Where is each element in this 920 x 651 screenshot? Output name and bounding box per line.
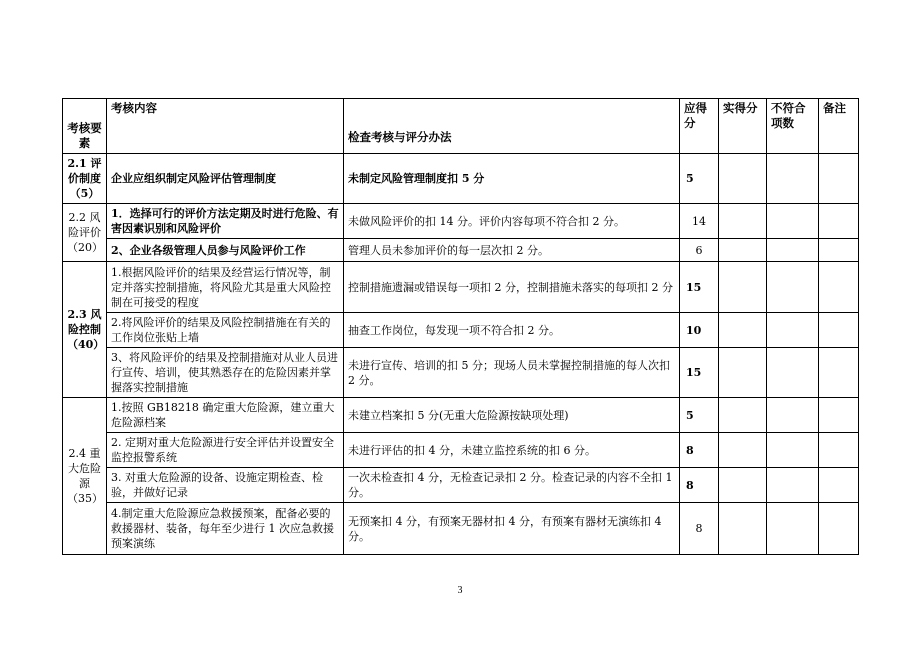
- table-row: [63, 154, 859, 204]
- nonconform-cell: [767, 348, 819, 398]
- actual-score-cell: [719, 433, 767, 468]
- score-cell: 5: [680, 154, 719, 204]
- remarks-cell: [819, 239, 859, 262]
- header-remarks: 备注: [819, 99, 859, 154]
- remarks-cell: [819, 204, 859, 239]
- score-cell: 8: [680, 468, 719, 503]
- actual-score-cell: [719, 398, 767, 433]
- actual-score-cell: [719, 154, 767, 204]
- element-cell: 2.1 评价制度（5）: [63, 154, 107, 204]
- actual-score-cell: [719, 348, 767, 398]
- remarks-cell: [819, 398, 859, 433]
- nonconform-cell: [767, 398, 819, 433]
- remarks-cell: [819, 468, 859, 503]
- table-row: [63, 503, 859, 555]
- method-cell: 未进行评估的扣 4 分，未建立监控系统的扣 6 分。: [344, 433, 680, 468]
- content-cell: 1．选择可行的评价方法定期及时进行危险、有害因素识别和风险评价: [107, 204, 344, 239]
- method-cell: 一次未检查扣 4 分，无检查记录扣 2 分。检查记录的内容不全扣 1 分。: [344, 468, 680, 503]
- table-row: [63, 204, 859, 239]
- content-cell: 2. 定期对重大危险源进行安全评估并设置安全监控报警系统: [107, 433, 344, 468]
- content-cell: 1.根据风险评价的结果及经营运行情况等，制定并落实控制措施，将风险尤其是重大风险控制在可接受的程度: [107, 262, 344, 313]
- remarks-cell: [819, 348, 859, 398]
- method-cell: 未建立档案扣 5 分(无重大危险源按缺项处理): [344, 398, 680, 433]
- header-content: 考核内容: [107, 99, 344, 154]
- table-row: [63, 348, 859, 398]
- actual-score-cell: [719, 313, 767, 348]
- element-cell: 2.2 风险评价（20）: [63, 204, 107, 262]
- score-cell: 5: [680, 398, 719, 433]
- method-cell: 未进行宣传、培训的扣 5 分；现场人员未掌握控制措施的每人次扣 2 分。: [344, 348, 680, 398]
- actual-score-cell: [719, 503, 767, 555]
- element-cell: 2.3 风险控制（40）: [63, 262, 107, 398]
- score-cell: 15: [680, 262, 719, 313]
- remarks-cell: [819, 313, 859, 348]
- nonconform-cell: [767, 204, 819, 239]
- nonconform-cell: [767, 433, 819, 468]
- header-method: 检查考核与评分办法: [344, 99, 680, 154]
- page-number: 3: [457, 585, 463, 596]
- method-cell: 无预案扣 4 分，有预案无器材扣 4 分，有预案有器材无演练扣 4 分。: [344, 503, 680, 555]
- nonconform-cell: [767, 313, 819, 348]
- header-row: [63, 99, 859, 154]
- score-cell: 8: [680, 503, 719, 555]
- content-cell: 3. 对重大危险源的设备、设施定期检查、检验，并做好记录: [107, 468, 344, 503]
- score-cell: 6: [680, 239, 719, 262]
- nonconform-cell: [767, 154, 819, 204]
- assessment-table: [62, 98, 859, 555]
- element-cell: 2.4 重大危险源（35）: [63, 398, 107, 555]
- content-cell: 4.制定重大危险源应急救援预案，配备必要的救援器材、装备，每年至少进行 1 次应急救援预案演练: [107, 503, 344, 555]
- table-row: [63, 313, 859, 348]
- table-row: [63, 468, 859, 503]
- remarks-cell: [819, 433, 859, 468]
- score-cell: 10: [680, 313, 719, 348]
- table-row: [63, 262, 859, 313]
- remarks-cell: [819, 262, 859, 313]
- method-cell: 未做风险评价的扣 14 分。评价内容每项不符合扣 2 分。: [344, 204, 680, 239]
- method-cell: 管理人员未参加评价的每一层次扣 2 分。: [344, 239, 680, 262]
- content-cell: 2、企业各级管理人员参与风险评价工作: [107, 239, 344, 262]
- content-cell: 2.将风险评价的结果及风险控制措施在有关的工作岗位张贴上墙: [107, 313, 344, 348]
- content-cell: 3、将风险评价的结果及控制措施对从业人员进行宣传、培训，使其熟悉存在的危险因素并掌握落实控制措施: [107, 348, 344, 398]
- nonconform-cell: [767, 468, 819, 503]
- score-cell: 15: [680, 348, 719, 398]
- actual-score-cell: [719, 204, 767, 239]
- remarks-cell: [819, 154, 859, 204]
- actual-score-cell: [719, 468, 767, 503]
- header-actual-score: 实得分: [719, 99, 767, 154]
- nonconform-cell: [767, 239, 819, 262]
- header-element: 考核要素: [63, 99, 107, 154]
- method-cell: 未制定风险管理制度扣 5 分: [344, 154, 680, 204]
- table-row: [63, 239, 859, 262]
- content-cell: 1.按照 GB18218 确定重大危险源，建立重大危险源档案: [107, 398, 344, 433]
- actual-score-cell: [719, 239, 767, 262]
- nonconform-cell: [767, 503, 819, 555]
- nonconform-cell: [767, 262, 819, 313]
- header-due-score: 应得分: [680, 99, 719, 154]
- header-nonconform: 不符合项数: [767, 99, 819, 154]
- remarks-cell: [819, 503, 859, 555]
- score-cell: 8: [680, 433, 719, 468]
- content-cell: 企业应组织制定风险评估管理制度: [107, 154, 344, 204]
- score-cell: 14: [680, 204, 719, 239]
- method-cell: 控制措施遗漏或错误每一项扣 2 分，控制措施未落实的每项扣 2 分: [344, 262, 680, 313]
- method-cell: 抽查工作岗位，每发现一项不符合扣 2 分。: [344, 313, 680, 348]
- actual-score-cell: [719, 262, 767, 313]
- table-row: [63, 433, 859, 468]
- table-row: [63, 398, 859, 433]
